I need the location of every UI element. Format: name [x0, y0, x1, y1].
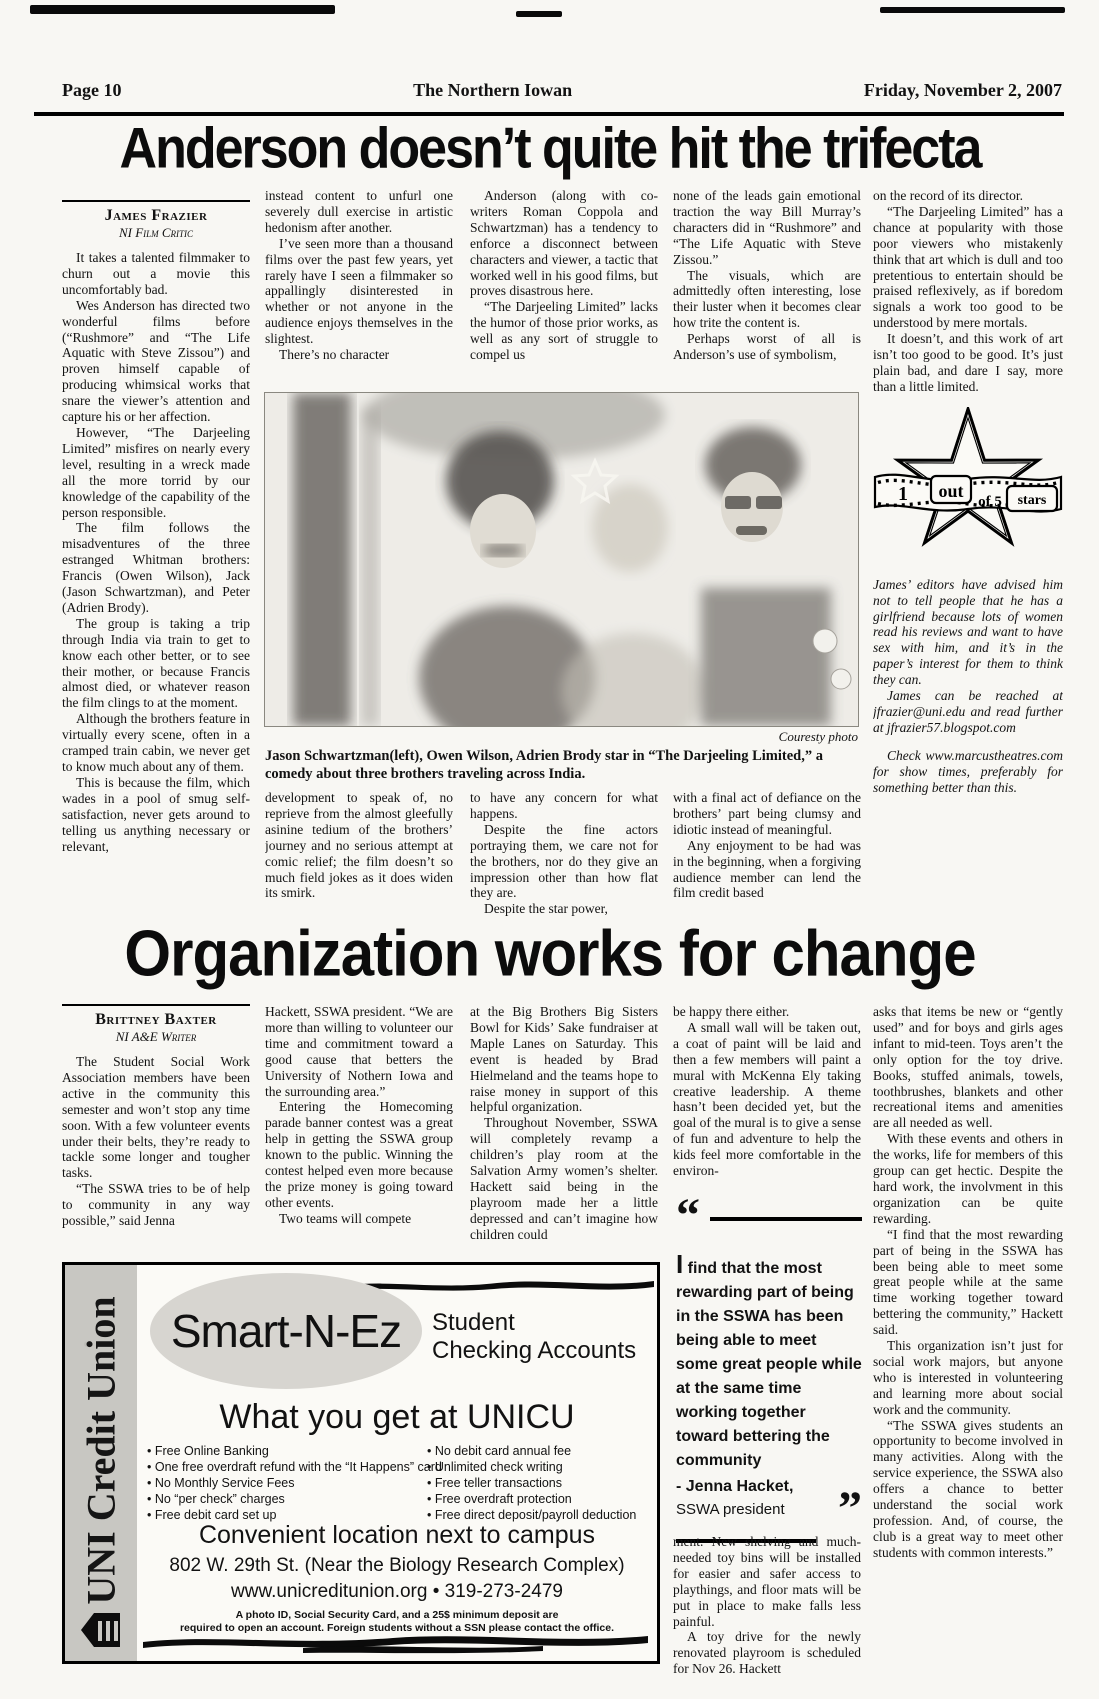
- article2-column-5: [873, 1004, 1063, 1694]
- article1-column-3-top: [470, 188, 658, 390]
- article1-column-4-bottom: [673, 790, 861, 924]
- paragraph: The visuals, which are admittedly often interesting, lose their luster when it becomes clear how trite the content is.: [673, 267, 861, 331]
- darjeeling-photo-illustration: [265, 393, 858, 726]
- ad-main-area: [137, 1265, 657, 1661]
- paragraph: A small wall will be taken out, a coat of paint will be laid and then a few members will paint a mural with McKenna Ely taking creative leadership. A theme hasn’t been decided yet, but the goal of the mural is to give a sense of fun and adventure to help the kids feel more comfortable in the environ-: [673, 1019, 861, 1179]
- pull-quote: [676, 1189, 862, 1535]
- paragraph: • Unlimited check writing: [427, 1460, 653, 1475]
- article1-column-5: [873, 188, 1063, 910]
- open-quote-icon: “: [676, 1189, 700, 1242]
- column-text: [470, 188, 658, 363]
- pull-quote-text: I find that the most rewarding part of being in the SSWA has been being able to meet some great people while at the same time working together toward bettering the community: [676, 1249, 862, 1469]
- paragraph: Check www.marcustheatres.com for show times, preferably for something better than this.: [873, 747, 1063, 795]
- photo-credit: Couresty photo: [778, 729, 858, 744]
- column-text: [673, 188, 861, 363]
- page-header: [62, 80, 1062, 101]
- paragraph: This is because the film, which wades in a pool of smug self-satisfaction, never gets around to telling us anything necessary or relevant,: [62, 774, 250, 854]
- editors-note: [873, 577, 1063, 796]
- ad-product-type-line1: Student: [432, 1309, 515, 1336]
- paragraph: Perhaps worst of all is Anderson’s use of symbolism,: [673, 331, 861, 363]
- paragraph: • No debit card annual fee: [427, 1444, 653, 1459]
- page-number: Page 10: [62, 80, 122, 100]
- paragraph: • Free overdraft protection: [427, 1492, 653, 1507]
- paragraph: development to speak of, no reprieve from the almost gleefully asinine tedium of the brothers’ journey and no serious attempt at comic relief; the film doesn’t so much field jokes as it does widen its smirk.: [265, 790, 453, 901]
- paragraph: The group is taking a trip through India via train to get to know each other better, or to see their mother, or because Francis almost died, or whatever reason the film clings to at the moment.: [62, 615, 250, 711]
- article1-byline-block: [62, 200, 250, 250]
- article2-column-1: [62, 1004, 250, 1266]
- column-text: [62, 250, 250, 854]
- paragraph: “The Darjeeling Limited” lacks the humor of those prior works, as well as any sort of struggle to compel us: [470, 299, 658, 363]
- column-text: [673, 790, 861, 901]
- column-text: [673, 1004, 861, 1179]
- paragraph: with a final act of defiance on the brothers’ part being clumsy and idiotic instead of meaningful.: [673, 790, 861, 837]
- article1-column-3-bottom: [470, 790, 658, 924]
- column-text: [873, 188, 1063, 395]
- paragraph: • One free overdraft refund with the “It Happens” card: [147, 1460, 427, 1475]
- pull-quote-rule: [710, 1217, 862, 1221]
- paragraph: “The Darjeeling Limited” has a chance at popularity with those poor viewers who mistakenly think that art which is dull and too pretentious to entertain should be praised reflexively, as if boredom signals a work too good to be understood by mere mortals.: [873, 203, 1063, 331]
- paragraph: Although the brothers feature in virtually every scene, often in a cramped train cabin, we never get to know much about any of them.: [62, 711, 250, 774]
- ad-address: 802 W. 29th St. (Near the Biology Research Complex): [169, 1555, 625, 1576]
- scan-artifact: [30, 5, 335, 14]
- ad-brand-vertical-text: UNI Credit Union: [78, 1296, 124, 1605]
- article1-column-1: [62, 200, 250, 920]
- paragraph: It doesn’t, and this work of art isn’t too good to be good. It’s just plain bad, and dare I say, more than a little limited.: [873, 331, 1063, 394]
- ad-product-oval: [150, 1273, 422, 1389]
- paragraph: James can be reached at jfrazier@uni.edu and read further at jfrazier57.blogspot.com: [873, 688, 1063, 735]
- rating-word-of5: of 5: [978, 493, 1002, 510]
- paragraph: Despite the fine actors portraying them, we care not for the brothers, nor do they give an impression other than how flat they are.: [470, 821, 658, 901]
- photo-caption: Jason Schwartzman(left), Owen Wilson, Adrien Brody star in “The Darjeeling Limited,” a comedy about three brothers traveling across India.: [265, 748, 823, 782]
- paragraph: • Free debit card set up: [147, 1508, 427, 1523]
- issue-date: Friday, November 2, 2007: [863, 80, 1062, 100]
- paragraph: Hackett, SSWA president. “We are more than willing to volunteer our time and commitment toward a good cause that betters the University of Nothern Iowa and the surrounding area.”: [265, 1004, 453, 1099]
- column-text: [265, 790, 453, 901]
- paragraph: Anderson (along with co-writers Roman Coppola and Schwartzman) has a tendency to enforce a disconnect between characters and viewer, a tactic that worked well in his good films, but proves disastrous here.: [470, 188, 658, 299]
- rating-word-out: out: [938, 480, 964, 501]
- article1-photo: [265, 393, 858, 726]
- column-text: [873, 1004, 1063, 1561]
- ad-benefits-left: [147, 1444, 442, 1524]
- ad-product-type: [432, 1309, 636, 1365]
- paragraph: be happy there either.: [673, 1004, 790, 1019]
- column-text: [62, 1054, 250, 1229]
- paragraph: With these events and others in the works, life for members of this group can get hectic. Despite the hard work, the involvment in this organization can be quite rewarding.: [873, 1131, 1063, 1226]
- scan-artifact: [880, 7, 1065, 13]
- paragraph: There’s no character: [279, 347, 390, 363]
- ad-fine-print-line1: A photo ID, Social Security Card, and a 25$ minimum deposit are: [235, 1609, 559, 1621]
- byline-role: NI Film Critic: [118, 225, 194, 240]
- column-text: [265, 1004, 453, 1227]
- paragraph: • Free Online Banking: [147, 1444, 427, 1459]
- ad-benefits-lists: [147, 1444, 653, 1524]
- paragraph: • No Monthly Service Fees: [147, 1476, 427, 1491]
- paragraph: “The SSWA tries to be of help to community in any way possible,” said Jenna: [62, 1181, 250, 1229]
- column-text: [470, 790, 658, 917]
- paragraph: asks that items be new or “gently used” and for boys and girls ages infant to mid-teen. Toys aren’t the only option for the toy drive. Books, stuffed animals, towels, toothbrushes, blankets and other recreational items and amenities are all needed as well.: [873, 1004, 1063, 1131]
- rating-value: 1: [898, 482, 908, 505]
- close-quote-icon: ”: [838, 1482, 862, 1535]
- paragraph: Entering the Homecoming parade banner contest was a great help in getting the SSWA group known to the public. Winning the contest helped even more because the prize money is going toward other events.: [265, 1099, 453, 1210]
- one-star-icon: [873, 407, 1063, 565]
- paragraph: instead content to unfurl one severely dull exercise in artistic hedonism after another.: [265, 188, 453, 235]
- paragraph: • No “per check” charges: [147, 1492, 427, 1507]
- paragraph: The film follows the misadventures of the three estranged Whitman brothers: Francis (Owen Wilson), Jack (Jason Schwartzman), and Peter (Adrien Brody).: [62, 520, 250, 615]
- paragraph: However, “The Darjeeling Limited” misfires on nearly every level, resulting in a wreck made all the more torrid by our knowledge of the capability of the person responsible.: [62, 424, 250, 520]
- paragraph: on the record of its director.: [873, 188, 1023, 203]
- paragraph: This organization isn’t just for social work majors, but anyone who is interested in volunteering and learning more about social work and the community.: [873, 1338, 1063, 1417]
- paragraph: Despite the star power,: [484, 901, 608, 917]
- paragraph: I’ve seen more than a thousand films over the past few years, yet rarely have I seen a filmmaker so appallingly disinterested in whether or not anyone in the audience enjoys themselves in the slightest.: [265, 235, 453, 347]
- paragraph: “I find that the most rewarding part of being in the SSWA has been being able to meet some great people while at the same time working together toward bettering the community,” Hackett said.: [873, 1226, 1063, 1338]
- article1-column-2-top: [265, 188, 453, 390]
- paragraph: “The SSWA gives students an opportunity to become involved in many activities. Along with the service experience, the SSWA also offers a chance to better understand the social work profession. And, of course, the club is a great way to meet other students with common interests.”: [873, 1417, 1063, 1560]
- article2-column-4-top: [673, 1004, 861, 1200]
- article2-byline-block: [62, 1004, 250, 1054]
- article1-column-4-top: [673, 188, 861, 390]
- byline-author: James Frazier: [104, 207, 208, 224]
- ad-fine-print-line2: required to open an account. Foreign students without a SSN please contact the office.: [179, 1622, 615, 1634]
- paragraph: • Free direct deposit/payroll deduction: [427, 1508, 653, 1523]
- column-text: [673, 1534, 861, 1677]
- brush-stroke-decoration: [143, 1628, 648, 1659]
- byline-role: NI A&E Writer: [115, 1029, 197, 1044]
- pull-quote-role: SSWA president: [676, 1501, 785, 1518]
- paragraph: ment. New shelving and much-needed toy bins will be installed for easier and safer access to playthings, and floor mats will be put in place to make falls less painful.: [673, 1534, 861, 1629]
- article2-column-2: [265, 1004, 453, 1262]
- paragraph: Throughout November, SSWA will completely revamp a children’s play room at the Salvation Army women’s shelter. Hackett said being in the playroom made her a little depressed and can’t imagine how children could: [470, 1115, 658, 1242]
- paragraph: James’ editors have advised him not to tell people that he has a girlfriend because lots of women read his reviews and want to have sex with him, and it’s in the paper’s interest for them to think they can.: [873, 576, 1063, 688]
- paragraph: • Free teller transactions: [427, 1476, 653, 1491]
- article2-headline: Organization works for change: [124, 917, 976, 990]
- paragraph: Two teams will compete: [279, 1210, 412, 1226]
- ad-benefits-title: What you get at UNICU: [219, 1398, 575, 1436]
- star-rating-graphic: [873, 407, 1063, 569]
- ad-product-name: Smart-N-Ez: [170, 1305, 402, 1357]
- bank-building-icon: [80, 1610, 122, 1655]
- paragraph: at the Big Brothers Big Sisters Bowl for Kids’ Sake fundraiser at Maple Lanes on Saturday. This event is headed by Brad Hielmeland and the teams hope to raise money in support of this helpful organization.: [470, 1004, 658, 1115]
- paragraph: The Student Social Work Association members have been active in the community this semester and won’t stop any time soon. With a few volunteer events under their belts, they’re ready to tackle some longer and tougher tasks.: [62, 1054, 250, 1181]
- paragraph: It takes a talented filmmaker to churn out a movie this uncomfortably bad.: [62, 250, 250, 297]
- paragraph: Wes Anderson has directed two wonderful films before (“Rushmore” and “The Life Aquatic with Steve Zissou”) and proven himself capable of producing whimsical works that snare the viewer’s attention and capture his or her affection.: [62, 297, 250, 425]
- article2-column-3: [470, 1004, 658, 1262]
- ad-brand-strip: [65, 1265, 137, 1661]
- scan-artifact: [516, 11, 562, 17]
- ad-benefits-right: [427, 1444, 653, 1524]
- ad-contact: www.unicreditunion.org • 319-273-2479: [231, 1581, 563, 1602]
- column-text: [470, 1004, 658, 1243]
- column-text: [265, 188, 453, 363]
- article1-column-2-bottom: [265, 790, 453, 924]
- paragraph: none of the leads gain emotional traction the way Bill Murray’s characters did in “Rushmore” and “The Life Aquatic with Steve Zissou.”: [673, 188, 861, 267]
- pull-quote-attribution: - Jenna Hacket,: [676, 1478, 794, 1495]
- uni-credit-union-ad: [62, 1262, 660, 1664]
- paragraph: to have any concern for what happens.: [470, 790, 658, 821]
- pull-quote-header: [676, 1189, 862, 1242]
- paragraph: A toy drive for the newly renovated playroom is scheduled for Nov 26. Hackett: [673, 1629, 861, 1677]
- rating-word-stars: stars: [1017, 492, 1047, 508]
- ad-location-headline: Convenient location next to campus: [198, 1521, 596, 1549]
- paper-title: The Northern Iowan: [413, 80, 573, 100]
- article2-column-4-bottom: [673, 1534, 861, 1696]
- paragraph: Any enjoyment to be had was in the beginning, when a forgiving audience member can lend the film credit based: [673, 837, 861, 901]
- article1-headline: Anderson doesn’t quite hit the trifecta: [119, 117, 981, 181]
- ad-product-type-line2: Checking Accounts: [432, 1337, 637, 1364]
- byline-author: Brittney Baxter: [95, 1011, 217, 1028]
